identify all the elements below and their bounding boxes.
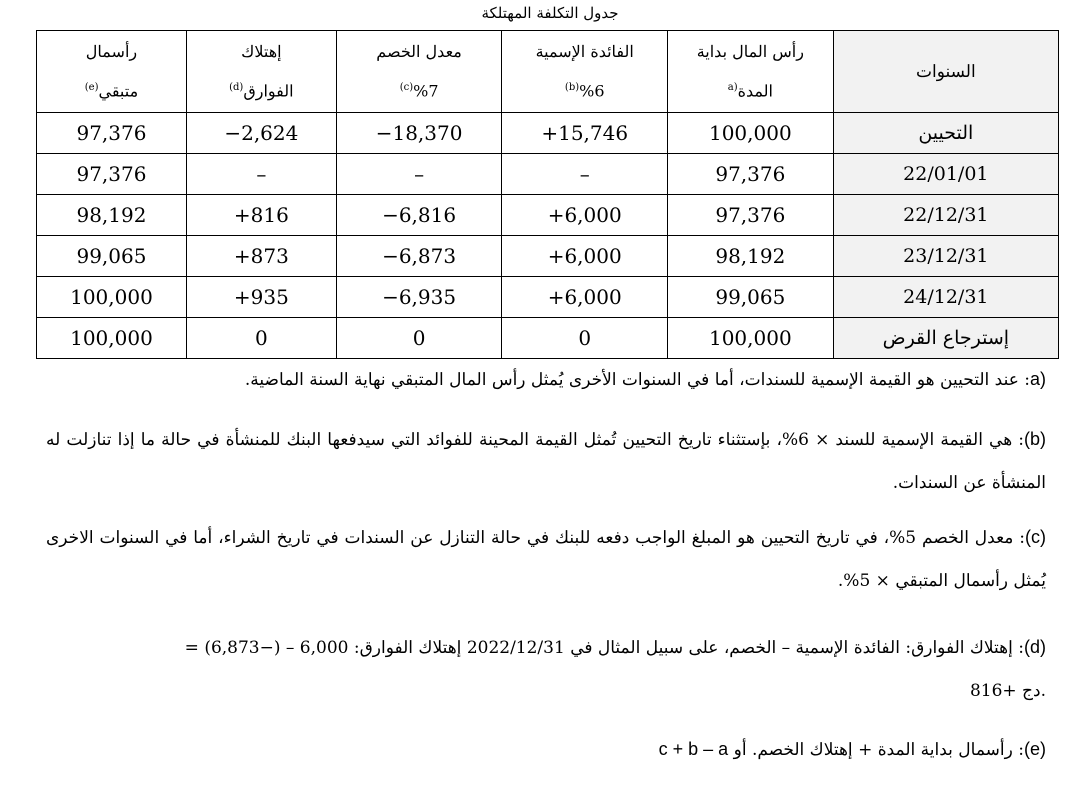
- table-row: [37, 318, 1059, 359]
- capital-start-cell: 97,376: [668, 154, 834, 195]
- amortization-cell: −2,624: [186, 113, 336, 154]
- capital-start-cell: 100,000: [668, 113, 834, 154]
- capital-start-cell: 98,192: [668, 236, 834, 277]
- interest-cell: +15,746: [502, 113, 668, 154]
- table-row: [37, 113, 1059, 154]
- discount-cell: −6,816: [336, 195, 502, 236]
- year-cell: 22/01/01: [833, 154, 1058, 195]
- interest-cell: –: [502, 154, 668, 195]
- discount-cell: –: [336, 154, 502, 195]
- remaining-cell: 97,376: [37, 154, 187, 195]
- header-discount-rate: معدل الخصم %7$^{(c)}$: [336, 31, 502, 113]
- note-e-formula: c + b – a: [658, 739, 729, 759]
- year-cell: 22/12/31: [833, 195, 1058, 236]
- year-cell: 24/12/31: [833, 277, 1058, 318]
- capital-start-cell: 99,065: [668, 277, 834, 318]
- header-remaining-capital: رأسمال متبقي$^{(e)}$: [37, 31, 187, 113]
- amortization-cell: 0: [186, 318, 336, 359]
- remaining-cell: 97,376: [37, 113, 187, 154]
- interest-cell: +6,000: [502, 277, 668, 318]
- discount-cell: −6,935: [336, 277, 502, 318]
- year-cell: إسترجاع القرض: [833, 318, 1058, 359]
- note-d: (d): إهتلاك الفوارق: الفائدة الإسمية – الخصم، على سبيل المثال في 2022/12/31 إهتلاك الفوارق: = (6,873−) – 6,000 816+ دج.: [184, 637, 1046, 701]
- interest-cell: 0: [502, 318, 668, 359]
- discount-cell: 0: [336, 318, 502, 359]
- amortization-cell: +816: [186, 195, 336, 236]
- table-row: [37, 277, 1059, 318]
- amortization-cell: –: [186, 154, 336, 195]
- table-row: [37, 236, 1059, 277]
- note-d-formula: = (6,873−) – 6,000: [184, 638, 349, 658]
- interest-cell: +6,000: [502, 195, 668, 236]
- interest-cell: +6,000: [502, 236, 668, 277]
- year-cell: 23/12/31: [833, 236, 1058, 277]
- header-nominal-interest: الفائدة الإسمية %6$^{(b)}$: [502, 31, 668, 113]
- note-c: (c): معدل الخصم 5%، في تاريخ التحيين هو المبلغ الواجب دفعه للبنك في حالة التنازل عن السندات في تاريخ الشراء، أما في السنوات الاخرى يُمثل رأسمال المتبقي × 5%.: [46, 527, 1046, 591]
- amortized-cost-table: [36, 30, 1059, 359]
- remaining-cell: 100,000: [37, 318, 187, 359]
- remaining-cell: 99,065: [37, 236, 187, 277]
- header-differences-amortization: إهتلاك الفوارق$^{(d)}$: [186, 31, 336, 113]
- year-cell: التحيين: [833, 113, 1058, 154]
- remaining-cell: 100,000: [37, 277, 187, 318]
- header-capital-start: رأس المال بداية المدة$^{(a}$: [668, 31, 834, 113]
- note-b: (b): هي القيمة الإسمية للسند × 6%، بإستثناء تاريخ التحيين تُمثل القيمة المحينة للفوائد التي سيدفعها البنك للمنشأة في حالة ما إذا تنازلت له المنشأة عن السندات.: [46, 429, 1046, 493]
- header-years: السنوات: [833, 31, 1058, 113]
- amortization-cell: +873: [186, 236, 336, 277]
- capital-start-cell: 97,376: [668, 195, 834, 236]
- capital-start-cell: 100,000: [668, 318, 834, 359]
- remaining-cell: 98,192: [37, 195, 187, 236]
- note-e: (e): رأسمال بداية المدة + إهتلاك الخصم. أو c + b – a: [658, 739, 1046, 760]
- table-title: جدول التكلفة المهتلكة: [481, 4, 619, 22]
- discount-cell: −6,873: [336, 236, 502, 277]
- table-row: [37, 154, 1059, 195]
- amortization-cell: +935: [186, 277, 336, 318]
- note-a: (a: عند التحيين هو القيمة الإسمية للسندات، أما في السنوات الأخرى يُمثل رأس المال المتبقي نهاية السنة الماضية.: [244, 369, 1046, 390]
- discount-cell: −18,370: [336, 113, 502, 154]
- table-row: [37, 195, 1059, 236]
